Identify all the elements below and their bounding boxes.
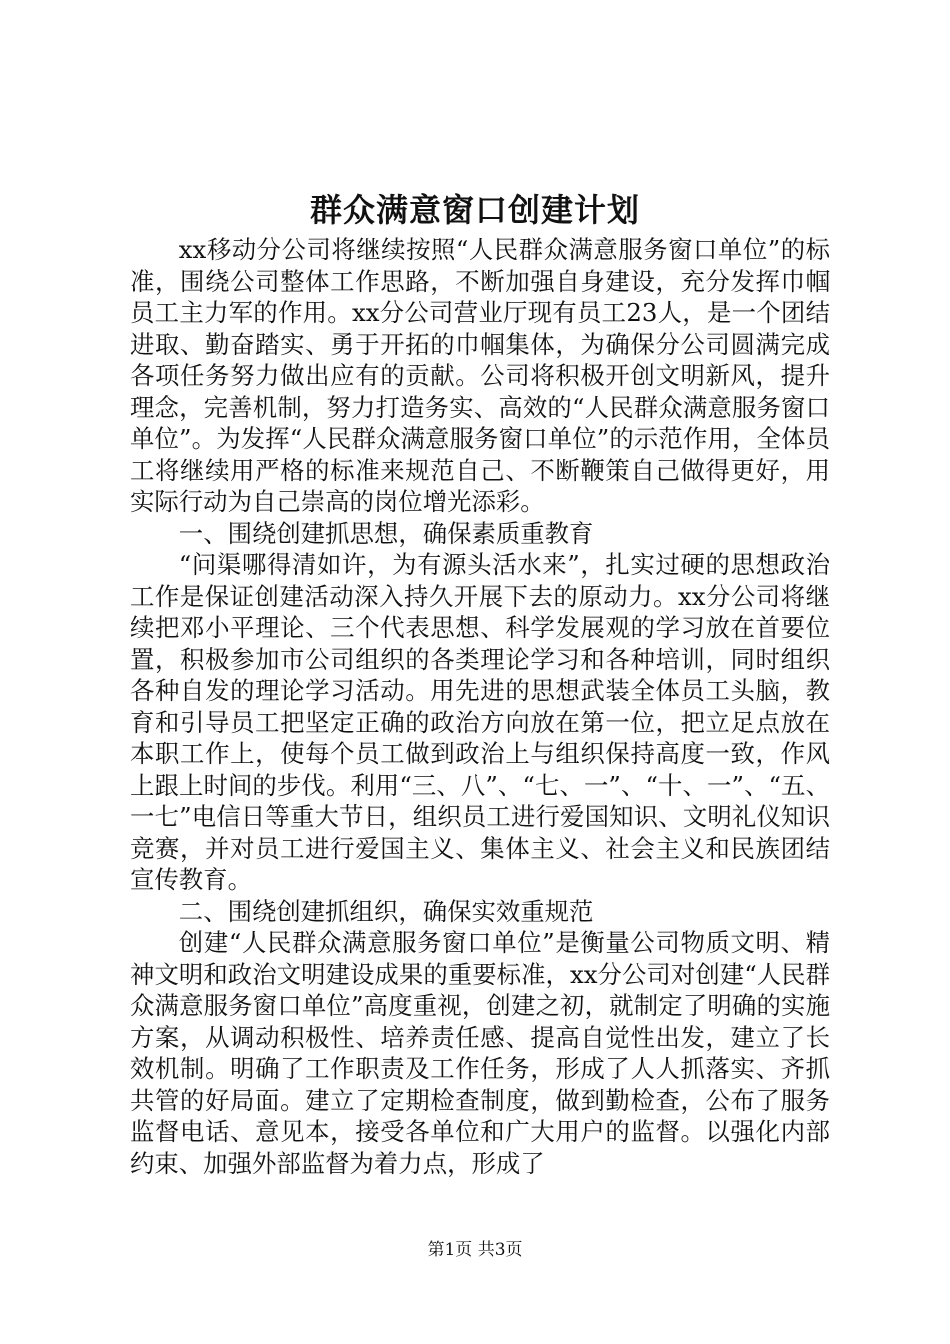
section-heading-1: 一、围绕创建抓思想，确保素质重教育 (178, 518, 594, 548)
page-number-footer: 第1页 共3页 (427, 1240, 523, 1260)
section-1-paragraph: “问渠哪得清如许，为有源头活水来”，扎实过硬的思想政治工作是保证创建活动深入持久开展下去的原动力。xx分公司将继续把邓小平理论、三个代表思想、科学发展观的学习放在首要位置，积极参加市公司组织的各类理论学习和各种培训，同时组织各种自发的理论学习活动。用先进的思想武装全体员工头脑，教育和引导员工把坚定正确的政治方向放在第一位，把立足点放在本职工作上，使每个员工做到政治上与组织保持高度一致，作风上跟上时间的步伐。利用“三、八”、“七、一”、“十、一”、“五、一七”电信日等重大节日，组织员工进行爱国知识、文明礼仪知识竞赛，并对员工进行爱国主义、集体主义、社会主义和民族团结宣传教育。 (130, 550, 830, 894)
section-2-paragraph: 创建“人民群众满意服务窗口单位”是衡量公司物质文明、精神文明和政治文明建设成果的重要标准，xx分公司对创建“人民群众满意服务窗口单位”高度重视，创建之初，就制定了明确的实施方案，从调动积极性、培养责任感、提高自觉性出发，建立了长效机制。明确了工作职责及工作任务，形成了人人抓落实、齐抓共管的好局面。建立了定期检查制度，做到勤检查，公布了服务监督电话、意见本，接受各单位和广大用户的监督。以强化内部约束、加强外部监督为着力点，形成了 (130, 928, 830, 1178)
section-heading-2: 二、围绕创建抓组织，确保实效重规范 (178, 896, 594, 926)
document-body (130, 234, 830, 1179)
intro-paragraph: xx移动分公司将继续按照“人民群众满意服务窗口单位”的标准，围绕公司整体工作思路，不断加强自身建设，充分发挥巾帼员工主力军的作用。xx分公司营业厅现有员工23人，是一个团结进取、勤奋踏实、勇于开拓的巾帼集体，为确保分公司圆满完成各项任务努力做出应有的贡献。公司将积极开创文明新风，提升理念，完善机制，努力打造务实、高效的“人民群众满意服务窗口单位”。为发挥“人民群众满意服务窗口单位”的示范作用，全体员工将继续用严格的标准来规范自己、不断鞭策自己做得更好，用实际行动为自己崇高的岗位增光添彩。 (130, 235, 830, 516)
document-title: 群众满意窗口创建计划 (309, 191, 640, 229)
